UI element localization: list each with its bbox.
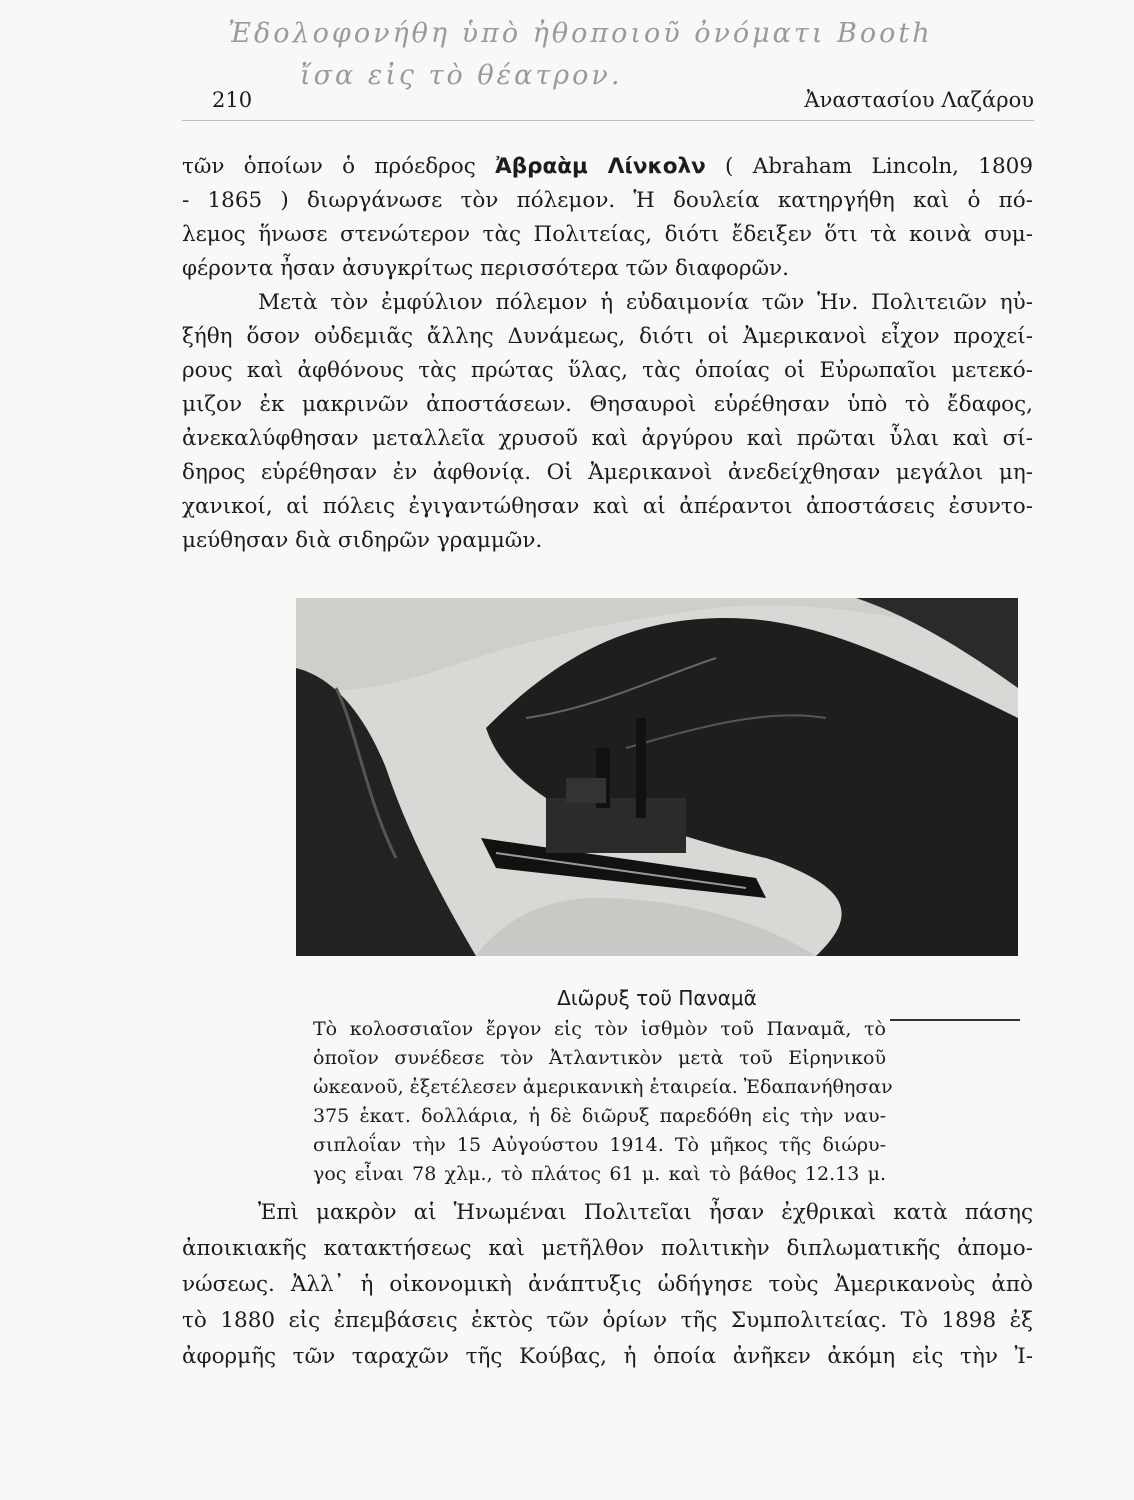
text-line: ρους καὶ ἀφθόνους τὰς πρώτας ὕλας, τὰς ὁποίας οἱ Εὐρωπαῖοι μετεκό- (182, 358, 1033, 383)
header-rule (182, 120, 1034, 121)
running-header-author: Ἀναστασίου Λαζάρου (804, 88, 1034, 112)
text-line: τὸ 1880 εἰς ἐπεμβάσεις ἐκτὸς τῶν ὁρίων τῆς Συμπολιτείας. Τὸ 1898 ἐξ (182, 1308, 1033, 1333)
caption-line: 375 ἑκατ. δολλάρια, ἡ δὲ διῶρυξ παρεδόθη εἰς τὴν ναυ- (313, 1105, 886, 1127)
caption-line: γος εἶναι 78 χλμ., τὸ πλάτος 61 μ. καὶ τὸ βάθος 12.13 μ. (313, 1163, 886, 1185)
text-line: μεύθησαν διὰ σιδηρῶν γραμμῶν. (182, 528, 543, 553)
text-line: ἀποικιακῆς κατακτήσεως καὶ μετῆλθον πολιτικὴν διπλωματικῆς ἀπομο- (182, 1236, 1033, 1261)
text-span: ( Abraham Lincoln, 1809 (705, 154, 1034, 179)
text-line: Ἐπὶ μακρὸν αἱ Ἡνωμέναι Πολιτεῖαι ἦσαν ἐχθρικαὶ κατὰ πάσης (258, 1200, 1033, 1225)
text-line: δηρος εὑρέθησαν ἐν ἀφθονίᾳ. Οἱ Ἀμερικανοὶ ἀνεδείχθησαν μεγάλοι μη- (182, 460, 1033, 485)
lincoln-name: Ἀβραὰμ Λίνκολν (495, 154, 706, 179)
text-line: νώσεως. Ἀλλ᾽ ἡ οἰκονομικὴ ἀνάπτυξις ὡδήγησε τοὺς Ἀμερικανοὺς ἀπὸ (182, 1272, 1033, 1297)
page-number: 210 (212, 88, 253, 112)
paragraph-2 (182, 286, 1033, 558)
text-line (182, 150, 1033, 184)
text-line: Μετὰ τὸν ἐμφύλιον πόλεμον ἡ εὐδαιμονία τῶν Ἡν. Πολιτειῶν ηὐ- (258, 290, 1033, 315)
text-line: ξήθη ὅσον οὐδεμιᾶς ἄλλης Δυνάμεως, διότι οἱ Ἀμερικανοὶ εἶχον προχεί- (182, 324, 1033, 349)
text-line: χανικοί, αἱ πόλεις ἐγιγαντώθησαν καὶ αἱ ἀπέραντοι ἀποστάσεις ἐσυντο- (182, 494, 1033, 519)
handwritten-note-line-1: Ἐδολοφονήθη ὑπὸ ἠθοποιοῦ ὀνόματι Booth (228, 18, 933, 49)
text-line: μιζον ἐκ μακρινῶν ἀποστάσεων. Θησαυροὶ εὑρέθησαν ὑπὸ τὸ ἔδαφος, (182, 392, 1033, 417)
text-line: - 1865 ) διωργάνωσε τὸν πόλεμον. Ἡ δουλεία κατηργήθη καὶ ὁ πό- (182, 188, 1033, 213)
canal-engraving (296, 598, 1018, 956)
caption-line: Τὸ κολοσσιαῖον ἔργον εἰς τὸν ἰσθμὸν τοῦ Παναμᾶ, τὸ (313, 1018, 886, 1040)
text-line: ἀνεκαλύφθησαν μεταλλεῖα χρυσοῦ καὶ ἀργύρου καὶ πρῶται ὗλαι καὶ σί- (182, 426, 1033, 451)
handwritten-note-line-2: ἴσα εἰς τὸ θέατρον. (300, 60, 623, 91)
caption-line: σιπλοΐαν τὴν 15 Αὐγούστου 1914. Τὸ μῆκος τῆς διώρυ- (313, 1134, 886, 1156)
caption-line: ὁποῖον συνέδεσε τὸν Ἀτλαντικὸν μετὰ τοῦ Εἰρηνικοῦ (313, 1047, 886, 1069)
panama-canal-illustration (296, 598, 1018, 956)
text-line: φέροντα ἦσαν ἀσυγκρίτως περισσότερα τῶν διαφορῶν. (182, 256, 789, 281)
text-line: λεμος ἥνωσε στενώτερον τὰς Πολιτείας, διότι ἔδειξεν ὅτι τὰ κοινὰ συμ- (182, 222, 1033, 247)
text-span: τῶν ὁποίων ὁ πρόεδρος (182, 154, 496, 179)
figure-title: Διῶρυξ τοῦ Παναμᾶ (557, 986, 757, 1010)
stray-mark (890, 1019, 1020, 1021)
text-line: ἀφορμῆς τῶν ταραχῶν τῆς Κούβας, ἡ ὁποία ἀνῆκεν ἀκόμη εἰς τὴν Ἰ- (182, 1344, 1033, 1369)
paragraph-3 (182, 1195, 1033, 1375)
paragraph-1 (182, 150, 1033, 286)
caption-line: ὠκεανοῦ, ἐξετέλεσεν ἀμερικανικὴ ἑταιρεία. Ἐδαπανήθησαν (313, 1076, 893, 1098)
figure-caption (313, 1015, 893, 1189)
